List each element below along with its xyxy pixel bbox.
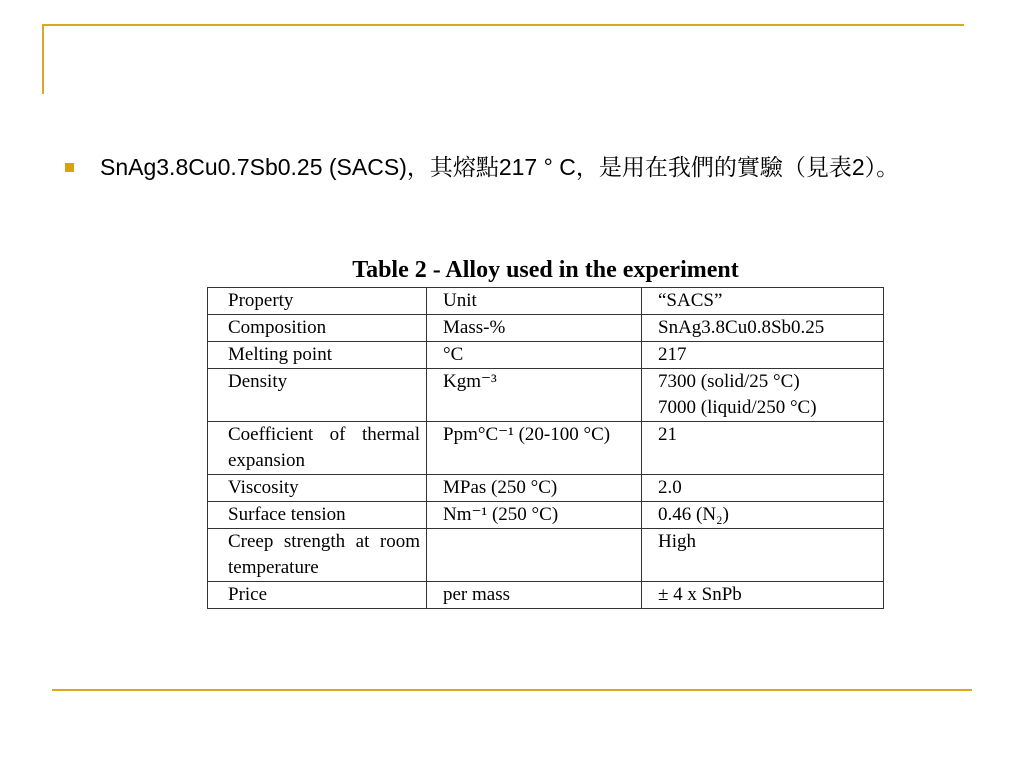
bullet-text: SnAg3.8Cu0.7Sb0.25 (SACS)，其熔點217 ° C，是用在我們的實驗（見表2）。: [100, 154, 900, 180]
property-cell: Price: [208, 582, 427, 609]
property-cell: Melting point: [208, 342, 427, 369]
table-row: [208, 582, 884, 609]
value-cell: 217: [642, 342, 884, 369]
bullet-marker: [65, 163, 74, 172]
table-row: [208, 475, 884, 502]
alloy-table: [207, 287, 884, 609]
table-title: Table 2 - Alloy used in the experiment: [352, 257, 739, 283]
unit-cell: Nm⁻¹ (250 °C): [427, 502, 642, 529]
unit-cell: MPas (250 °C): [427, 475, 642, 502]
table-row: [208, 422, 884, 475]
table-row: [208, 315, 884, 342]
table-header-row: [208, 288, 884, 315]
unit-cell: per mass: [427, 582, 642, 609]
value-cell: SnAg3.8Cu0.8Sb0.25: [642, 315, 884, 342]
left-rule: [42, 24, 44, 94]
bottom-rule: [52, 689, 972, 691]
table-row: [208, 502, 884, 529]
property-cell: Surface tension: [208, 502, 427, 529]
value-cell: ± 4 x SnPb: [642, 582, 884, 609]
value-cell: 21: [642, 422, 884, 475]
unit-cell: Ppm°C⁻¹ (20-100 °C): [427, 422, 642, 475]
value-cell: 2.0: [642, 475, 884, 502]
table-row: [208, 529, 884, 582]
property-cell: Viscosity: [208, 475, 427, 502]
top-rule: [42, 24, 964, 26]
header-sacs: “SACS”: [642, 288, 884, 315]
property-cell: Composition: [208, 315, 427, 342]
value-cell: 0.46 (N₂): [642, 502, 884, 529]
value-cell: 7300 (solid/25 °C) 7000 (liquid/250 °C): [642, 369, 884, 422]
property-cell: Creep strength at room temperature: [208, 529, 427, 582]
unit-cell: Kgm⁻³: [427, 369, 642, 422]
header-unit: Unit: [427, 288, 642, 315]
table-row: [208, 369, 884, 422]
value-cell: High: [642, 529, 884, 582]
unit-cell: °C: [427, 342, 642, 369]
table-row: [208, 342, 884, 369]
header-property: Property: [208, 288, 427, 315]
unit-cell: [427, 529, 642, 582]
property-cell: Coefficient of thermal expansion: [208, 422, 427, 475]
property-cell: Density: [208, 369, 427, 422]
unit-cell: Mass-%: [427, 315, 642, 342]
